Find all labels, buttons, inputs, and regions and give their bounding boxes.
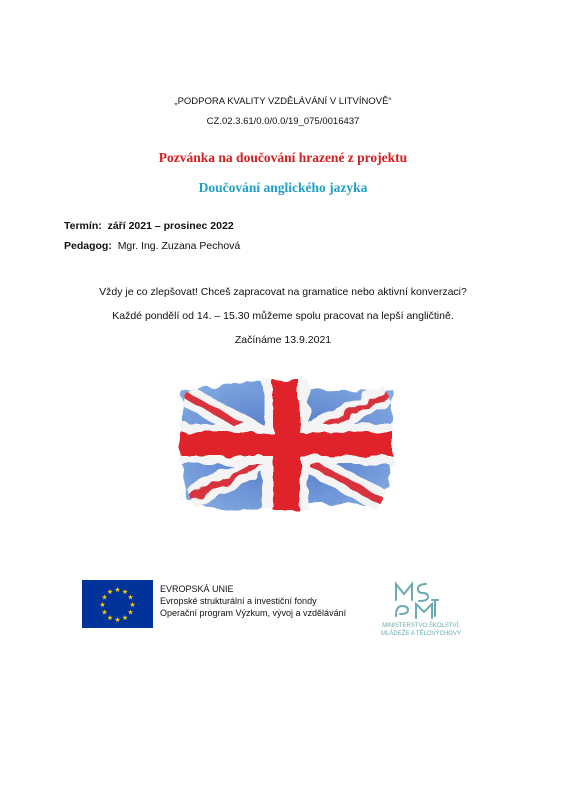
message-line-1: Vždy je co zlepšovat! Chceš zapracovat na gramatice nebo aktivní konverzaci? (99, 286, 467, 298)
svg-text:★: ★ (114, 616, 121, 624)
term-row (64, 220, 234, 232)
term-label: Termín: (64, 220, 102, 232)
teacher-row (64, 240, 240, 252)
teacher-label: Pedagog: (64, 240, 112, 252)
msmt-logo-icon (392, 580, 442, 620)
svg-text:★: ★ (99, 601, 106, 609)
eu-logo-text (160, 583, 346, 619)
eu-line-2: Evropské strukturální a investiční fondy (160, 596, 317, 606)
eu-line-3: Operační program Výzkum, vývoj a vzdělávání (160, 608, 347, 618)
course-title: Doučování anglického jazyka (198, 180, 368, 195)
project-name: „PODPORA KVALITY VZDĚLÁVÁNÍ V LITVÍNOVĚ“ (174, 96, 392, 107)
project-code: CZ.02.3.61/0.0/0.0/19_075/0016437 (206, 116, 360, 127)
msmt-line-1: MINISTERSTVO ŠKOLSTVÍ, (382, 623, 460, 629)
eu-stars-icon (82, 580, 153, 628)
message-line-3: Začínáme 13.9.2021 (234, 334, 332, 346)
svg-text:★: ★ (121, 614, 129, 622)
eu-flag-logo (82, 580, 153, 628)
svg-text:★: ★ (127, 608, 134, 617)
term-value: září 2021 – prosinec 2022 (107, 220, 234, 232)
msmt-logo-text (368, 622, 474, 638)
svg-text:★: ★ (121, 588, 129, 596)
teacher-value: Mgr. Ing. Zuzana Pechová (117, 240, 241, 252)
svg-text:★: ★ (127, 593, 134, 602)
svg-text:★: ★ (106, 614, 114, 622)
invitation-title: Pozvánka na doučování hrazené z projektu (158, 150, 408, 165)
eu-line-1: EVROPSKÁ UNIE (160, 584, 234, 594)
message-line-2: Každé pondělí od 14. – 15.30 můžeme spolu pracovat na lepší angličtině. (112, 310, 454, 322)
msmt-line-2: MLÁDEŽE A TĚLOVÝCHOVY (381, 631, 461, 637)
svg-text:★: ★ (106, 588, 114, 596)
union-jack-flag-image (173, 374, 399, 514)
svg-text:★: ★ (129, 601, 136, 609)
svg-text:★: ★ (101, 608, 108, 617)
svg-text:★: ★ (114, 586, 121, 594)
svg-text:★: ★ (101, 593, 108, 602)
